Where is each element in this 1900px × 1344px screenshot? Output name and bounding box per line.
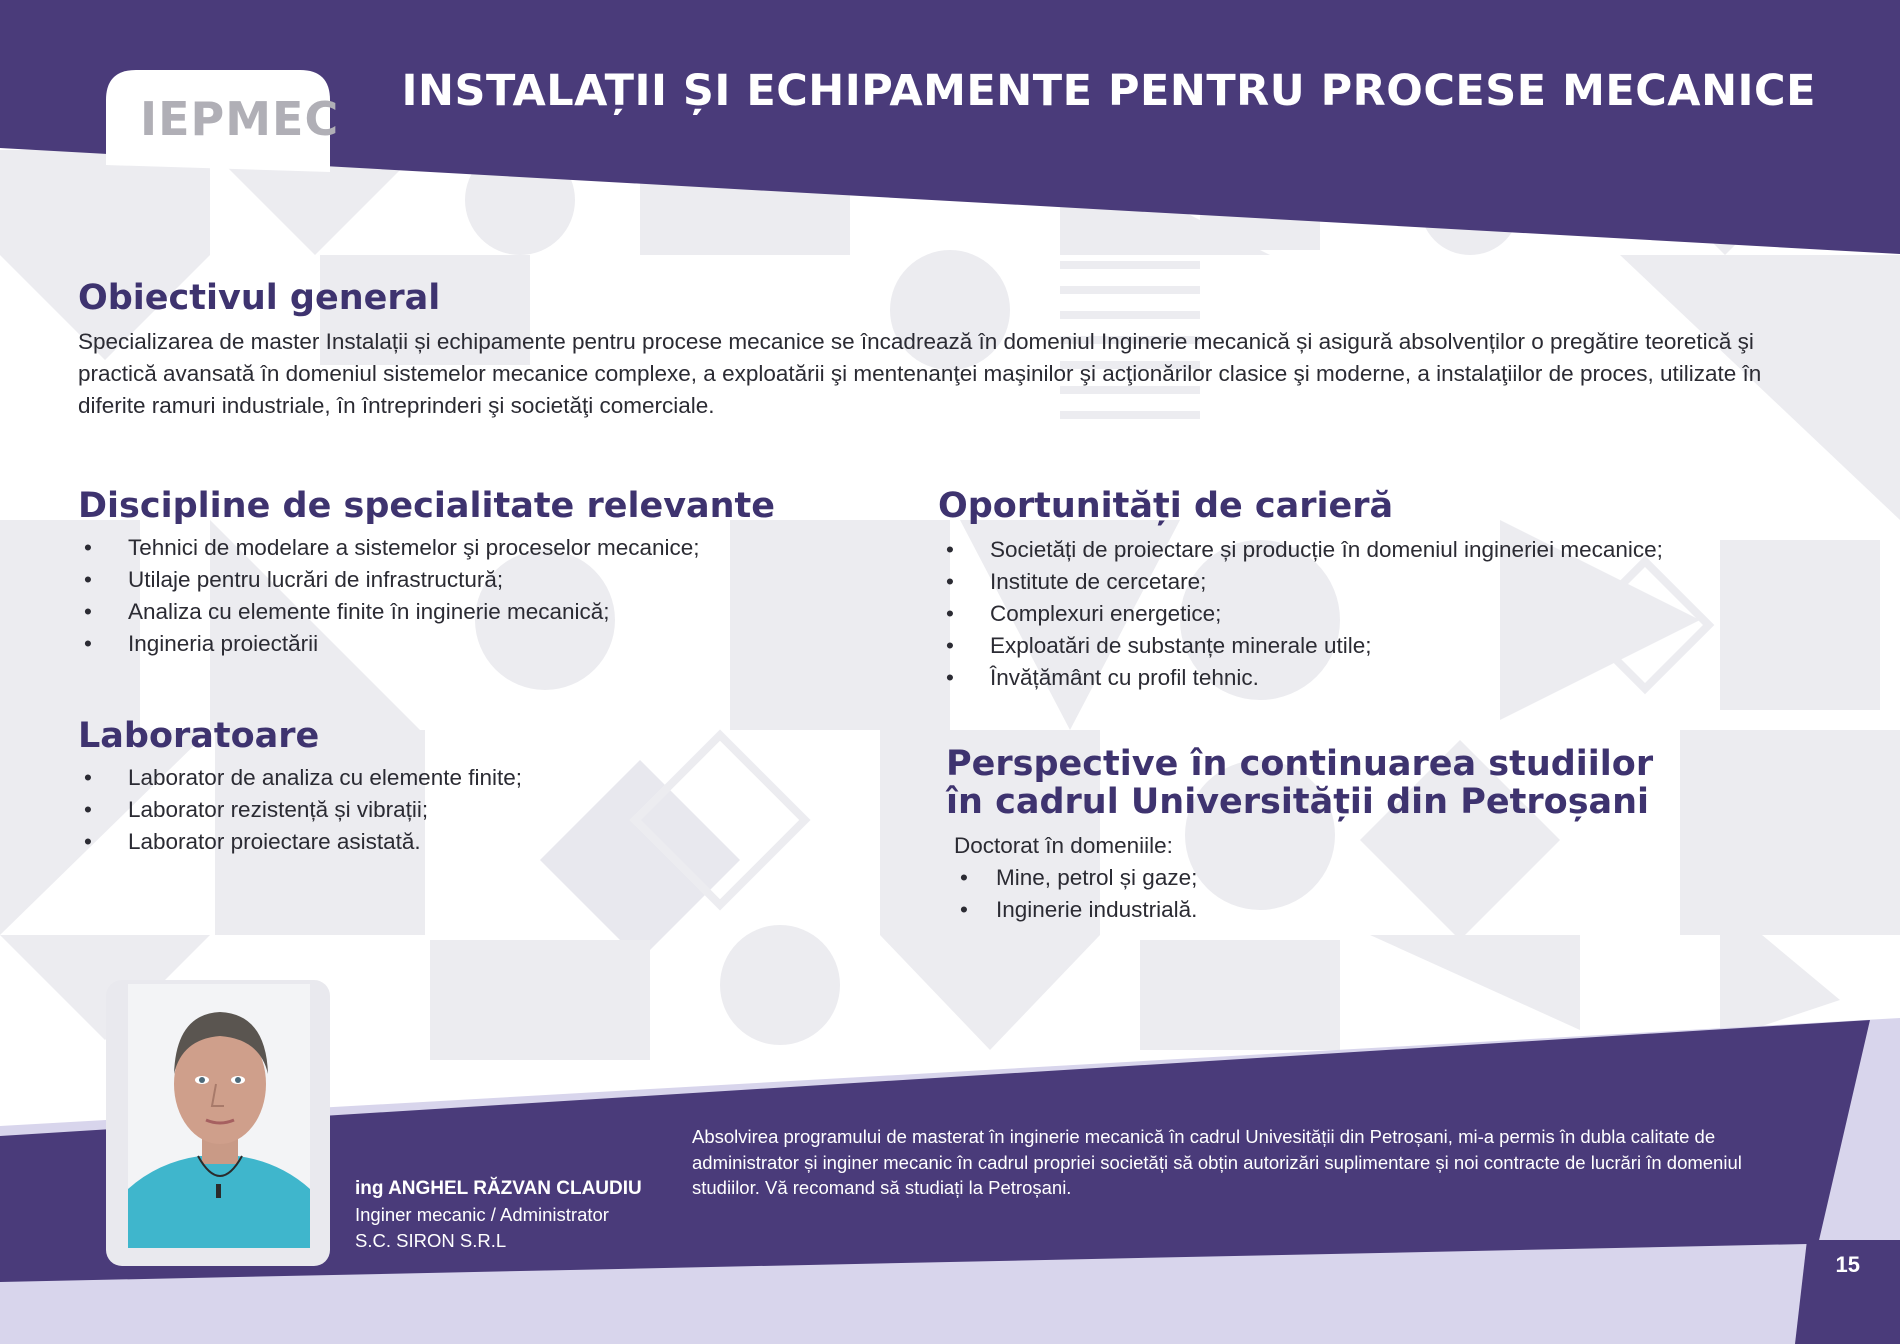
perspectives-heading-line2: în cadrul Universității din Petroșani (946, 782, 1650, 822)
author-name: ing ANGHEL RĂZVAN CLAUDIU (355, 1178, 642, 1199)
list-item: • Ingineria proiectării (78, 628, 700, 660)
list-item: • Laborator proiectare asistată. (78, 826, 522, 858)
list-item: • Laborator rezistență și vibrații; (78, 794, 522, 826)
page-number: 15 (1835, 1252, 1860, 1277)
list-item: • Inginerie industrială. (954, 894, 1197, 926)
list-item: • Analiza cu elemente finite în inginerie mecanică; (78, 596, 700, 628)
careers-heading: Oportunități de carieră (938, 486, 1394, 526)
testimonial-photo-frame (106, 980, 330, 1266)
perspectives-heading-line1: Perspective în continuarea studiilor (946, 744, 1654, 784)
labs-heading: Laboratoare (78, 716, 320, 756)
list-item: • Complexuri energetice; (940, 598, 1663, 630)
disciplines-heading: Discipline de specialitate relevante (78, 486, 776, 526)
list-item: • Exploatări de substanțe minerale utile; (940, 630, 1663, 662)
author-company: S.C. SIRON S.R.L (355, 1230, 507, 1251)
perspectives-list (954, 862, 1197, 926)
page-title: INSTALAȚII ȘI ECHIPAMENTE PENTRU PROCESE MECANICE (401, 66, 1816, 116)
disciplines-list (78, 532, 700, 660)
list-item: • Învățământ cu profil tehnic. (940, 662, 1663, 694)
objective-text: Specializarea de master Instalații și echipamente pentru procese mecanice se încadrează în domeniul Inginerie mecanică și asigură absolvenților o pregătire teoretică şi practică avansată în domeniul sistemelor mecanice complexe, a exploatării şi mentenanţei maşinilor şi acţionărilor clasice şi moderne, a instalaţiilor de proces, utilizate în diferite ramuri industriale, în întreprinderi şi societăţi comerciale. (78, 329, 1762, 418)
program-tab-label: IEPMEC (140, 92, 340, 146)
careers-list (940, 534, 1663, 694)
perspectives-intro: Doctorat în domeniile: (954, 833, 1173, 858)
objective-heading: Obiectivul general (78, 278, 441, 318)
list-item: • Tehnici de modelare a sistemelor şi proceselor mecanice; (78, 532, 700, 564)
list-item: • Societăți de proiectare și producție în domeniul ingineriei mecanice; (940, 534, 1663, 566)
list-item: • Institute de cercetare; (940, 566, 1663, 598)
author-role: Inginer mecanic / Administrator (355, 1204, 609, 1225)
list-item: • Utilaje pentru lucrări de infrastructură; (78, 564, 700, 596)
testimonial-quote: Absolvirea programului de masterat în inginerie mecanică în cadrul Univesității din Petroșani, mi-a permis în dubla calitate de administrator și inginer mecanic în cadrul propriei societăți să obțin autorizări suplimentare și noi contracte de lucrări în domeniul studiilor. Vă recomand să studiați la Petroșani. (692, 1126, 1742, 1198)
testimonial-author (355, 1176, 642, 1254)
list-item: • Mine, petrol și gaze; (954, 862, 1197, 894)
portrait-photo (128, 984, 310, 1248)
list-item: • Laborator de analiza cu elemente finite; (78, 762, 522, 794)
labs-list (78, 762, 522, 858)
